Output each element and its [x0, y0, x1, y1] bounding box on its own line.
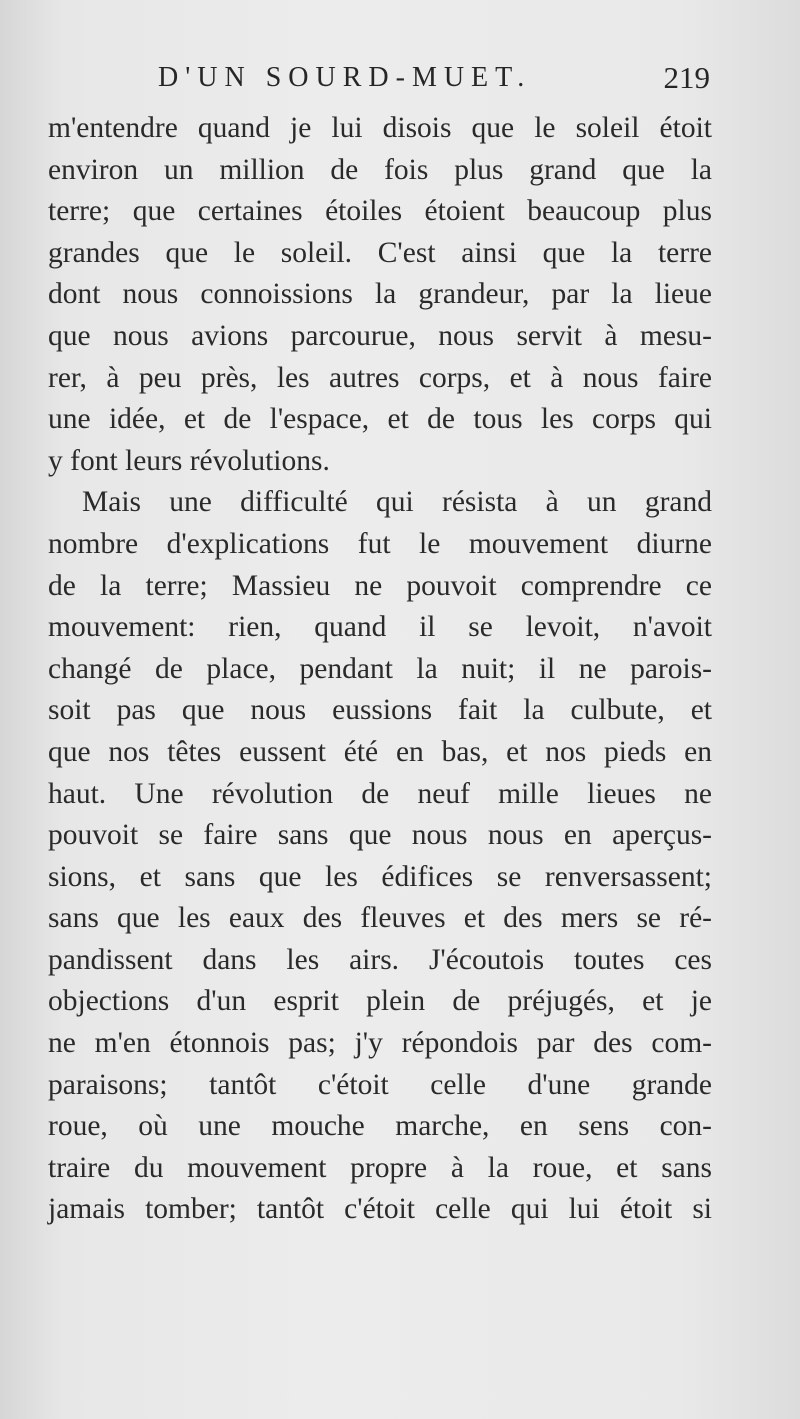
text-line: mouvement: rien, quand il se levoit, n'avoit	[48, 611, 712, 644]
paragraph-last-line: y font leurs révolutions.	[48, 444, 330, 477]
text-line: m'entendre quand je lui disois que le soleil étoit	[48, 112, 712, 144]
page-header	[48, 62, 710, 102]
text-line: sions, et sans que les édifices se renversassent;	[48, 860, 712, 893]
text-line: nombre d'explications fut le mouvement diurne	[48, 527, 712, 560]
text-line: pouvoit se faire sans que nous nous en aperçus-	[48, 819, 712, 852]
text-line: objections d'un esprit plein de préjugés, et je	[48, 985, 712, 1018]
body-text	[48, 108, 712, 1231]
text-line: haut. Une révolution de neuf mille lieues ne	[48, 777, 712, 810]
text-line: dont nous connoissions la grandeur, par la lieue	[48, 278, 712, 311]
text-line: traire du mouvement propre à la roue, et sans	[48, 1151, 712, 1184]
text-line: pandissent dans les airs. J'écoutois toutes ces	[48, 943, 712, 976]
text-line: grandes que le soleil. C'est ainsi que la terre	[48, 236, 712, 269]
text-line: terre; que certaines étoiles étoient beaucoup plus	[48, 195, 712, 228]
paragraph-first-line: Mais une difficulté qui résista à un grand	[82, 486, 712, 519]
text-line: sans que les eaux des fleuves et des mers se ré-	[48, 902, 712, 935]
text-line: de la terre; Massieu ne pouvoit comprendre ce	[48, 569, 712, 602]
text-line: environ un million de fois plus grand que la	[48, 153, 712, 186]
text-line: que nous avions parcourue, nous servit à mesu-	[48, 319, 712, 352]
text-line: jamais tomber; tantôt c'étoit celle qui lui étoit si	[48, 1193, 712, 1226]
text-line: ne m'en étonnois pas; j'y répondois par des com-	[48, 1027, 712, 1060]
running-title: D'UN SOURD-MUET.	[158, 62, 532, 93]
text-line: paraisons; tantôt c'étoit celle d'une grande	[48, 1068, 712, 1101]
text-line: roue, où une mouche marche, en sens con-	[48, 1110, 712, 1143]
page-number: 219	[663, 60, 710, 95]
text-line: changé de place, pendant la nuit; il ne parois-	[48, 652, 712, 685]
text-line: soit pas que nous eussions fait la culbute, et	[48, 694, 712, 727]
text-line: rer, à peu près, les autres corps, et à nous faire	[48, 361, 712, 394]
text-line: une idée, et de l'espace, et de tous les corps qui	[48, 403, 712, 436]
text-line: que nos têtes eussent été en bas, et nos pieds en	[48, 735, 712, 768]
